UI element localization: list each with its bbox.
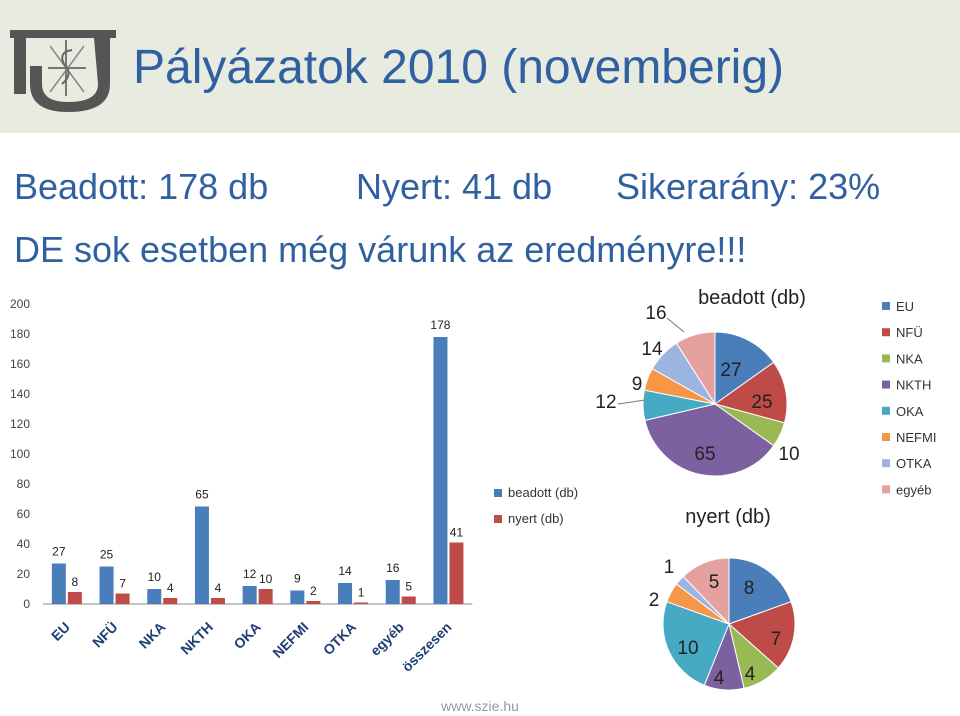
bar-data-label: 10 xyxy=(258,572,273,586)
bar-data-label: 25 xyxy=(99,547,114,562)
x-category-label: összesen xyxy=(398,618,455,675)
bar-data-label: 1 xyxy=(357,585,365,600)
y-tick-label: 100 xyxy=(9,447,30,461)
bar-beadott xyxy=(147,589,161,604)
pie-data-label: 5 xyxy=(708,572,720,593)
pie-legend-label: NKA xyxy=(896,351,923,367)
bar-beadott xyxy=(433,337,447,604)
bar-nyert xyxy=(68,592,82,604)
bar-nyert xyxy=(163,598,177,604)
bar-beadott xyxy=(100,567,114,605)
y-tick-label: 40 xyxy=(16,537,30,551)
pie-data-label: 27 xyxy=(720,360,742,381)
footer-url: www.szie.hu xyxy=(441,698,519,714)
pie-legend-swatch xyxy=(882,459,890,467)
legend-swatch xyxy=(494,489,502,497)
bar-data-label: 9 xyxy=(294,571,301,586)
pie-data-label: 14 xyxy=(641,339,663,360)
bar-data-label: 10 xyxy=(147,570,161,584)
pie-data-label: 4 xyxy=(713,668,725,689)
x-category-label: OKA xyxy=(230,618,264,653)
legend-label: nyert (db) xyxy=(508,511,564,526)
subline-text: DE sok esetben még várunk az eredményre!!! xyxy=(14,229,747,270)
x-category-label: NEFMI xyxy=(269,618,312,661)
bar-beadott xyxy=(243,586,257,604)
pie-data-label: 2 xyxy=(648,590,660,611)
y-tick-label: 160 xyxy=(9,357,30,371)
x-category-label: NFÜ xyxy=(89,618,121,651)
pie-legend-swatch xyxy=(882,407,890,415)
pie-legend-label: NFÜ xyxy=(896,325,923,341)
pie-data-label: 16 xyxy=(645,303,667,324)
bar-data-label: 65 xyxy=(195,487,209,502)
pie-legend-swatch xyxy=(882,328,890,336)
pie-title: beadott (db) xyxy=(698,287,806,309)
bar-beadott xyxy=(195,507,209,605)
bar-data-label: 8 xyxy=(71,575,79,589)
bar-data-label: 27 xyxy=(52,544,66,559)
bar-beadott xyxy=(52,564,66,605)
legend-swatch xyxy=(494,515,502,523)
pie-legend-label: EU xyxy=(896,299,915,314)
stat-nyert: Nyert: 41 db xyxy=(356,166,553,207)
pie-legend-label: OKA xyxy=(896,403,924,419)
bar-beadott xyxy=(338,583,352,604)
y-tick-label: 200 xyxy=(9,297,30,311)
bar-data-label: 4 xyxy=(166,581,174,595)
pie-data-label: 7 xyxy=(770,629,782,650)
bar-data-label: 12 xyxy=(242,567,257,581)
bar-data-label: 7 xyxy=(119,576,126,591)
pie-data-label: 9 xyxy=(631,374,643,395)
bar-nyert xyxy=(116,594,130,605)
pie-data-label: 10 xyxy=(677,638,699,659)
bar-beadott xyxy=(386,580,400,604)
bar-data-label: 41 xyxy=(449,525,464,540)
stat-beadott: Beadott: 178 db xyxy=(14,166,269,207)
pie-data-label: 10 xyxy=(778,444,800,465)
pie-data-label: 65 xyxy=(694,444,716,465)
pie-legend-label: egyéb xyxy=(896,482,932,498)
pie-leader-line xyxy=(667,318,684,332)
y-tick-label: 20 xyxy=(16,567,30,581)
bar-nyert xyxy=(354,603,368,605)
x-category-label: OTKA xyxy=(319,618,360,659)
pie-legend-swatch xyxy=(882,433,890,441)
pie-legend-swatch xyxy=(882,381,890,389)
y-tick-label: 180 xyxy=(9,327,30,341)
page-title: Pályázatok 2010 (novemberig) xyxy=(133,41,785,94)
pie-legend-label: NEFMI xyxy=(896,430,937,445)
pie-data-label: 12 xyxy=(595,392,617,413)
pie-legend-label: NKTH xyxy=(896,377,932,393)
y-tick-label: 80 xyxy=(16,477,30,491)
legend-label: beadott (db) xyxy=(508,485,579,500)
pie-leader-line xyxy=(618,400,645,404)
pie-legend-swatch xyxy=(882,302,890,310)
y-tick-label: 0 xyxy=(23,597,30,611)
pie-title: nyert (db) xyxy=(685,506,771,528)
x-category-label: EU xyxy=(47,618,73,644)
y-tick-label: 120 xyxy=(9,417,30,431)
bar-data-label: 5 xyxy=(405,579,413,594)
x-category-label: NKA xyxy=(135,618,169,652)
pie-legend-swatch xyxy=(882,485,890,493)
pie-data-label: 1 xyxy=(663,557,675,578)
x-category-label: NKTH xyxy=(177,618,217,658)
y-tick-label: 140 xyxy=(9,387,30,401)
y-tick-label: 60 xyxy=(16,507,30,521)
pie-data-label: 4 xyxy=(744,664,756,685)
pie-data-label: 8 xyxy=(743,578,755,599)
bar-nyert xyxy=(402,597,416,605)
bar-nyert xyxy=(211,598,225,604)
bar-nyert xyxy=(306,601,320,604)
bar-data-label: 178 xyxy=(430,318,451,332)
bar-beadott xyxy=(290,591,304,605)
bar-nyert xyxy=(259,589,273,604)
bar-data-label: 2 xyxy=(310,584,317,598)
bar-data-label: 14 xyxy=(338,564,352,578)
bar-nyert xyxy=(449,543,463,605)
bar-data-label: 16 xyxy=(386,561,400,575)
x-category-label: egyéb xyxy=(366,618,407,659)
stat-sikerarany: Sikerarány: 23% xyxy=(616,166,881,207)
pie-legend-label: OTKA xyxy=(896,456,932,472)
pie-legend-swatch xyxy=(882,354,890,362)
bar-data-label: 4 xyxy=(214,581,222,595)
pie-data-label: 25 xyxy=(751,392,773,413)
